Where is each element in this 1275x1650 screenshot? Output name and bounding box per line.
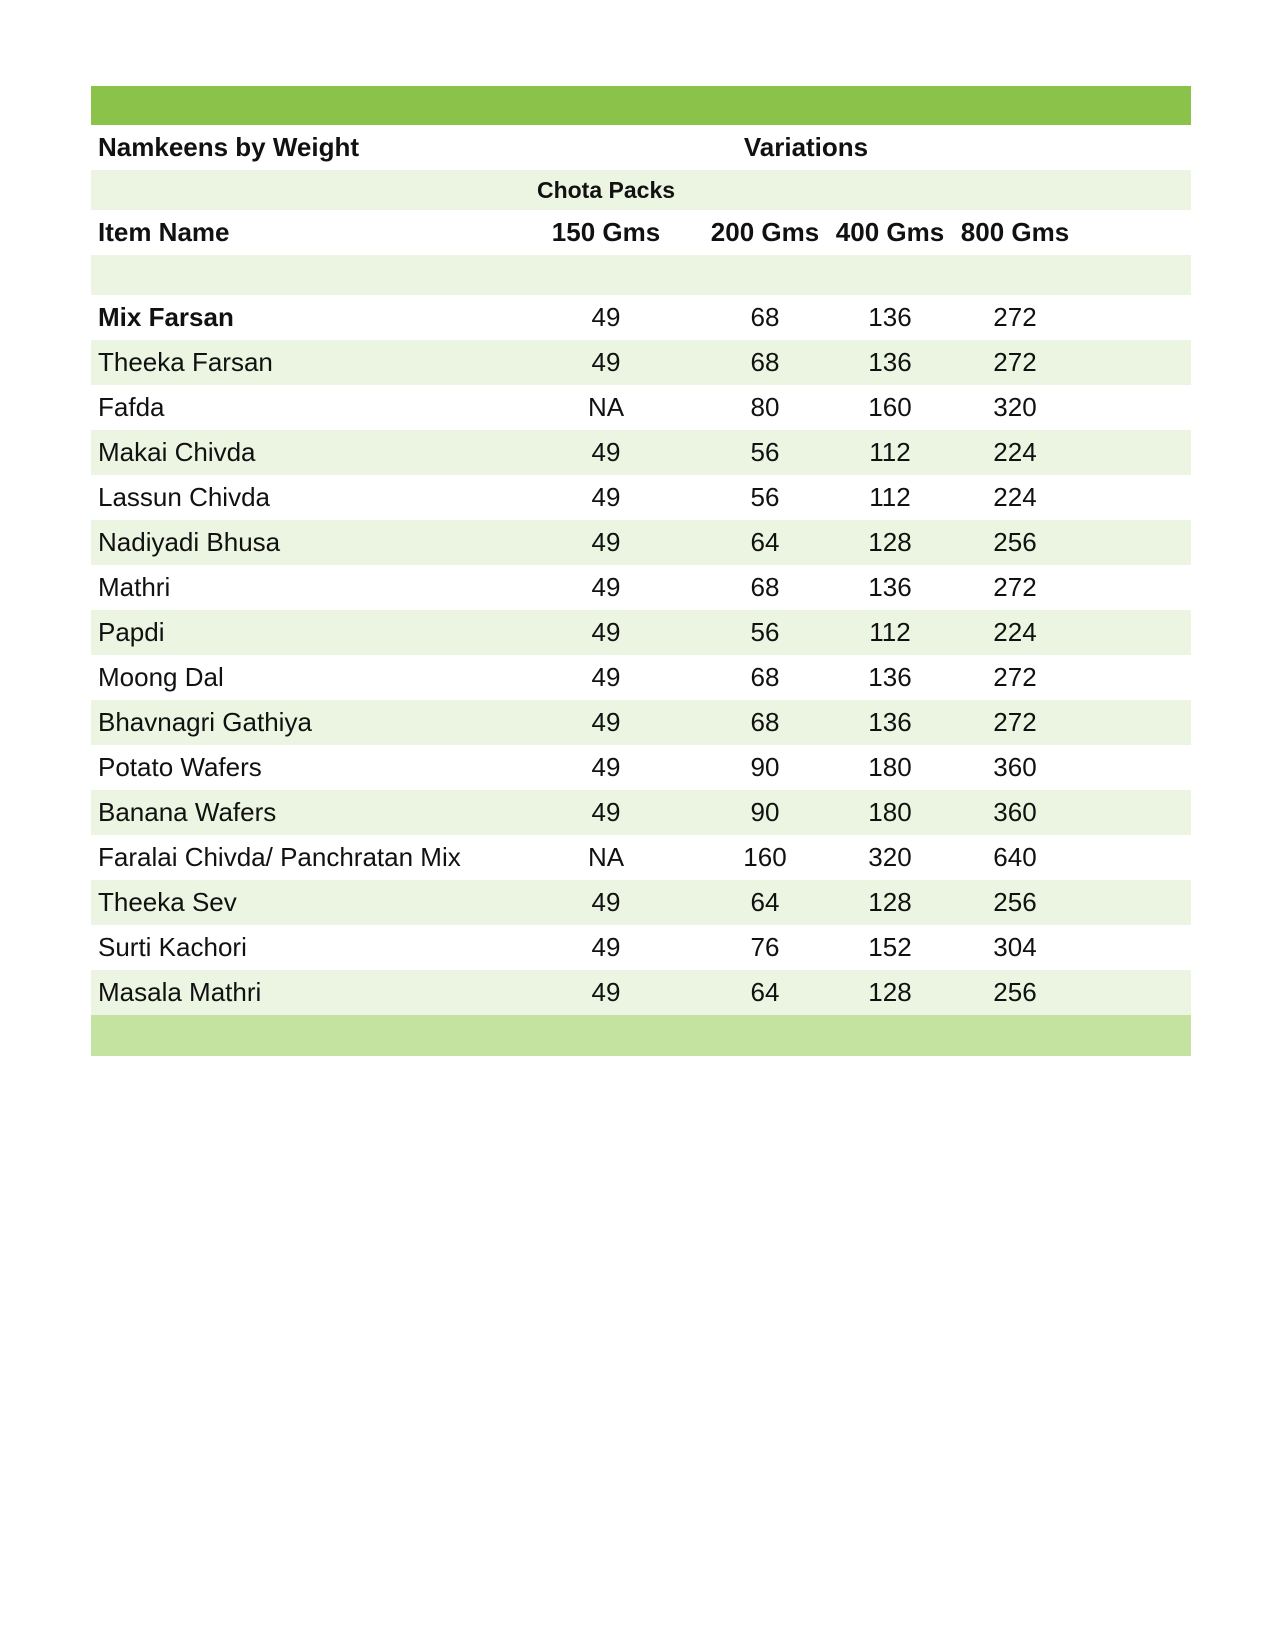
- item-name: Mathri: [98, 572, 171, 602]
- price-400-gms: 128: [868, 527, 912, 557]
- table-row: [91, 700, 1191, 745]
- item-name: Masala Mathri: [98, 977, 262, 1007]
- table-row: [91, 745, 1191, 790]
- price-150-gms: 49: [591, 527, 621, 557]
- price-800-gms: 224: [993, 482, 1037, 512]
- price-800-gms: 304: [993, 932, 1037, 962]
- price-200-gms: 68: [750, 662, 780, 692]
- price-150-gms: 49: [591, 437, 621, 467]
- price-200-gms: 76: [750, 932, 780, 962]
- item-name: Papdi: [98, 617, 165, 647]
- bottom-color-band: [91, 1015, 1191, 1056]
- price-200-gms: 68: [750, 572, 780, 602]
- item-name: Nadiyadi Bhusa: [98, 527, 281, 557]
- price-200-gms: 56: [750, 482, 780, 512]
- column-header-item-name: Item Name: [98, 217, 230, 247]
- table-row: [91, 385, 1191, 430]
- price-400-gms: 180: [868, 752, 912, 782]
- table-row: [91, 925, 1191, 970]
- price-150-gms: 49: [591, 662, 621, 692]
- price-150-gms: 49: [591, 617, 621, 647]
- price-200-gms: 68: [750, 707, 780, 737]
- column-header-row: [91, 210, 1191, 255]
- price-200-gms: 80: [750, 392, 780, 422]
- price-400-gms: 136: [868, 347, 912, 377]
- chota-packs-label: Chota Packs: [536, 176, 676, 203]
- column-header-150: 150 Gms: [551, 217, 661, 247]
- table-row: [91, 340, 1191, 385]
- price-400-gms: 136: [868, 302, 912, 332]
- subheader-row: [91, 170, 1191, 210]
- top-color-band: [91, 86, 1191, 125]
- table-row: [91, 520, 1191, 565]
- price-800-gms: 272: [993, 347, 1037, 377]
- price-800-gms: 360: [993, 797, 1037, 827]
- table-row: [91, 880, 1191, 925]
- title-row: [91, 125, 1191, 170]
- table-row: [91, 475, 1191, 520]
- price-table: [91, 86, 1191, 1056]
- item-name: Banana Wafers: [98, 797, 277, 827]
- price-800-gms: 320: [993, 392, 1037, 422]
- price-200-gms: 64: [750, 527, 780, 557]
- price-400-gms: 152: [868, 932, 912, 962]
- table-row: [91, 610, 1191, 655]
- price-400-gms: 136: [868, 707, 912, 737]
- price-400-gms: 128: [868, 887, 912, 917]
- price-150-gms: 49: [591, 347, 621, 377]
- price-150-gms: 49: [591, 752, 621, 782]
- price-800-gms: 360: [993, 752, 1037, 782]
- price-150-gms: NA: [587, 392, 625, 422]
- price-150-gms: 49: [591, 887, 621, 917]
- price-150-gms: 49: [591, 797, 621, 827]
- spacer-row: [91, 255, 1191, 295]
- price-150-gms: NA: [587, 842, 625, 872]
- table-row: [91, 835, 1191, 880]
- table-row: [91, 295, 1191, 340]
- price-200-gms: 56: [750, 437, 780, 467]
- price-800-gms: 272: [993, 707, 1037, 737]
- item-name: Fafda: [98, 392, 165, 422]
- item-name: Moong Dal: [98, 662, 224, 692]
- price-800-gms: 256: [993, 887, 1037, 917]
- item-name: Faralai Chivda/ Panchratan Mix: [98, 842, 461, 872]
- item-name: Potato Wafers: [98, 752, 262, 782]
- price-400-gms: 112: [869, 617, 911, 647]
- price-200-gms: 90: [750, 797, 780, 827]
- table-row: [91, 970, 1191, 1015]
- price-800-gms: 272: [993, 662, 1037, 692]
- price-400-gms: 112: [869, 482, 911, 512]
- price-150-gms: 49: [591, 302, 621, 332]
- table-row: [91, 430, 1191, 475]
- price-800-gms: 256: [993, 977, 1037, 1007]
- price-150-gms: 49: [591, 977, 621, 1007]
- price-200-gms: 64: [750, 977, 780, 1007]
- item-name: Bhavnagri Gathiya: [98, 707, 312, 737]
- price-200-gms: 68: [750, 302, 780, 332]
- price-400-gms: 128: [868, 977, 912, 1007]
- price-800-gms: 256: [993, 527, 1037, 557]
- price-150-gms: 49: [591, 572, 621, 602]
- item-name: Lassun Chivda: [98, 482, 270, 512]
- price-800-gms: 272: [993, 572, 1037, 602]
- price-400-gms: 160: [868, 392, 912, 422]
- price-800-gms: 224: [993, 437, 1037, 467]
- price-400-gms: 320: [868, 842, 912, 872]
- item-name: Mix Farsan: [98, 302, 234, 332]
- price-200-gms: 68: [750, 347, 780, 377]
- price-200-gms: 64: [750, 887, 780, 917]
- price-150-gms: 49: [591, 482, 621, 512]
- variations-label: Variations: [743, 132, 869, 162]
- price-800-gms: 272: [993, 302, 1037, 332]
- price-200-gms: 160: [743, 842, 787, 872]
- item-name: Surti Kachori: [98, 932, 247, 962]
- item-name: Theeka Sev: [98, 887, 237, 917]
- table-title: Namkeens by Weight: [98, 132, 360, 162]
- price-400-gms: 136: [868, 572, 912, 602]
- item-rows: [91, 295, 1191, 1015]
- price-400-gms: 136: [868, 662, 912, 692]
- table-row: [91, 655, 1191, 700]
- price-800-gms: 224: [993, 617, 1037, 647]
- table-row: [91, 565, 1191, 610]
- column-header-400: 400 Gms: [835, 217, 945, 247]
- price-200-gms: 56: [750, 617, 780, 647]
- item-name: Makai Chivda: [98, 437, 256, 467]
- price-150-gms: 49: [591, 932, 621, 962]
- price-150-gms: 49: [591, 707, 621, 737]
- table-row: [91, 790, 1191, 835]
- price-400-gms: 112: [869, 437, 911, 467]
- price-400-gms: 180: [868, 797, 912, 827]
- price-800-gms: 640: [993, 842, 1037, 872]
- price-200-gms: 90: [750, 752, 780, 782]
- column-header-800: 800 Gms: [960, 217, 1070, 247]
- column-header-200: 200 Gms: [710, 217, 820, 247]
- item-name: Theeka Farsan: [98, 347, 273, 377]
